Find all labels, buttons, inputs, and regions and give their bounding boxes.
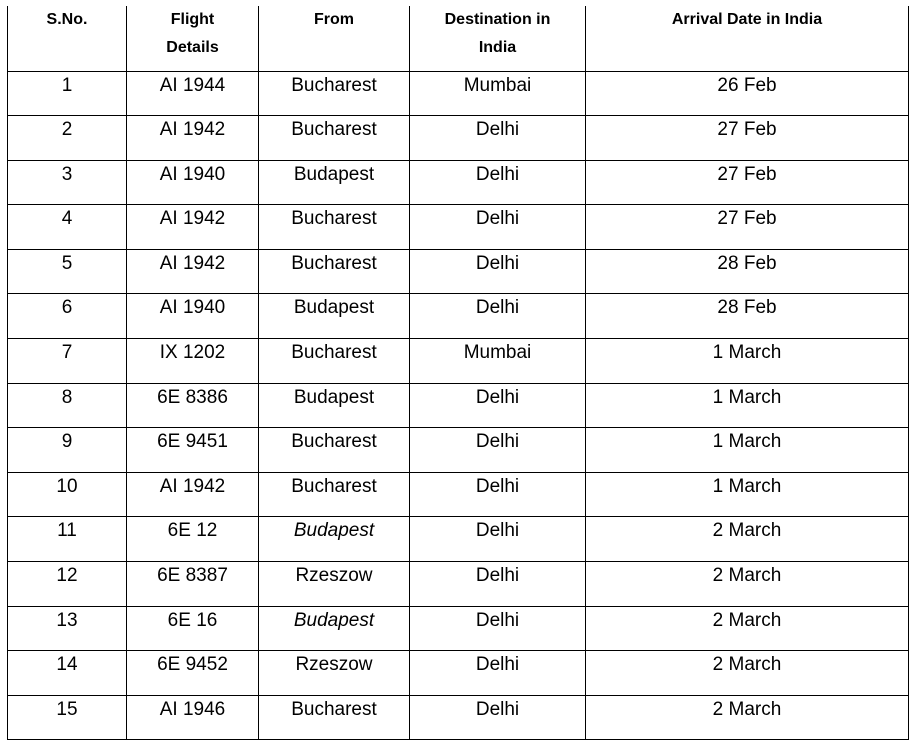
table-row: [8, 339, 909, 384]
cell-sno: 6: [8, 294, 127, 339]
table-row: [8, 695, 909, 740]
cell-destination: Delhi: [410, 205, 586, 250]
cell-destination: Delhi: [410, 695, 586, 740]
cell-destination: Delhi: [410, 294, 586, 339]
cell-destination: Delhi: [410, 116, 586, 161]
cell-sno: 5: [8, 249, 127, 294]
cell-sno: 3: [8, 160, 127, 205]
cell-from: Budapest: [259, 294, 410, 339]
header-sno-label: S.No.: [46, 11, 88, 28]
cell-destination: Delhi: [410, 383, 586, 428]
header-dest-line1: Destination in: [444, 11, 551, 28]
header-flight-line1: Flight: [170, 11, 215, 28]
cell-arrival-date: 2 March: [586, 695, 909, 740]
table-row: [8, 651, 909, 696]
cell-sno: 8: [8, 383, 127, 428]
cell-arrival-date: 2 March: [586, 606, 909, 651]
table-row: [8, 383, 909, 428]
cell-from: Bucharest: [259, 116, 410, 161]
cell-flight-details: AI 1942: [127, 116, 259, 161]
cell-flight-details: 6E 16: [127, 606, 259, 651]
cell-sno: 11: [8, 517, 127, 562]
header-dest-line2: India: [478, 39, 517, 56]
table-row: [8, 472, 909, 517]
cell-arrival-date: 27 Feb: [586, 205, 909, 250]
cell-destination: Delhi: [410, 606, 586, 651]
table-row: [8, 294, 909, 339]
header-from-label: From: [314, 11, 354, 28]
cell-destination: Delhi: [410, 651, 586, 696]
table-row: [8, 562, 909, 607]
table-row: [8, 160, 909, 205]
cell-destination: Delhi: [410, 428, 586, 473]
cell-flight-details: AI 1946: [127, 695, 259, 740]
cell-destination: Delhi: [410, 160, 586, 205]
cell-arrival-date: 1 March: [586, 339, 909, 384]
cell-arrival-date: 1 March: [586, 472, 909, 517]
cell-from: Bucharest: [259, 695, 410, 740]
cell-arrival-date: 2 March: [586, 651, 909, 696]
cell-sno: 2: [8, 116, 127, 161]
cell-flight-details: 6E 9451: [127, 428, 259, 473]
cell-arrival-date: 27 Feb: [586, 116, 909, 161]
table-row: [8, 71, 909, 116]
header-flight-details: [127, 6, 259, 71]
header-from: [259, 6, 410, 71]
cell-arrival-date: 27 Feb: [586, 160, 909, 205]
cell-arrival-date: 28 Feb: [586, 294, 909, 339]
cell-flight-details: AI 1940: [127, 160, 259, 205]
cell-from: Bucharest: [259, 339, 410, 384]
table-row: [8, 116, 909, 161]
header-sno: [8, 6, 127, 71]
cell-sno: 14: [8, 651, 127, 696]
table-row: [8, 606, 909, 651]
cell-flight-details: AI 1944: [127, 71, 259, 116]
cell-from: Rzeszow: [259, 562, 410, 607]
header-flight-line2: Details: [166, 39, 219, 56]
cell-flight-details: 6E 8387: [127, 562, 259, 607]
header-arrival-date: [586, 6, 909, 71]
cell-arrival-date: 1 March: [586, 383, 909, 428]
cell-flight-details: IX 1202: [127, 339, 259, 384]
cell-destination: Delhi: [410, 517, 586, 562]
cell-destination: Delhi: [410, 562, 586, 607]
cell-arrival-date: 1 March: [586, 428, 909, 473]
cell-flight-details: AI 1942: [127, 205, 259, 250]
cell-from: Budapest: [259, 606, 410, 651]
table-body: [8, 71, 909, 740]
cell-flight-details: 6E 9452: [127, 651, 259, 696]
cell-from: Budapest: [259, 517, 410, 562]
cell-sno: 15: [8, 695, 127, 740]
cell-arrival-date: 2 March: [586, 562, 909, 607]
cell-from: Bucharest: [259, 428, 410, 473]
cell-flight-details: AI 1942: [127, 472, 259, 517]
cell-from: Budapest: [259, 160, 410, 205]
cell-from: Bucharest: [259, 249, 410, 294]
cell-destination: Delhi: [410, 249, 586, 294]
table-row: [8, 249, 909, 294]
cell-flight-details: AI 1940: [127, 294, 259, 339]
header-destination: [410, 6, 586, 71]
table-header-row: [8, 6, 909, 71]
cell-from: Bucharest: [259, 205, 410, 250]
cell-flight-details: AI 1942: [127, 249, 259, 294]
cell-from: Bucharest: [259, 472, 410, 517]
table-row: [8, 428, 909, 473]
cell-sno: 1: [8, 71, 127, 116]
cell-sno: 9: [8, 428, 127, 473]
cell-destination: Delhi: [410, 472, 586, 517]
cell-sno: 4: [8, 205, 127, 250]
cell-sno: 13: [8, 606, 127, 651]
cell-flight-details: 6E 12: [127, 517, 259, 562]
cell-from: Budapest: [259, 383, 410, 428]
cell-from: Rzeszow: [259, 651, 410, 696]
cell-arrival-date: 28 Feb: [586, 249, 909, 294]
cell-destination: Mumbai: [410, 71, 586, 116]
cell-destination: Mumbai: [410, 339, 586, 384]
cell-from: Bucharest: [259, 71, 410, 116]
cell-sno: 10: [8, 472, 127, 517]
cell-arrival-date: 2 March: [586, 517, 909, 562]
header-arrival-label: Arrival Date in India: [671, 11, 823, 28]
table-row: [8, 205, 909, 250]
table-row: [8, 517, 909, 562]
cell-arrival-date: 26 Feb: [586, 71, 909, 116]
cell-sno: 7: [8, 339, 127, 384]
cell-flight-details: 6E 8386: [127, 383, 259, 428]
cell-sno: 12: [8, 562, 127, 607]
flights-table: [7, 6, 909, 740]
